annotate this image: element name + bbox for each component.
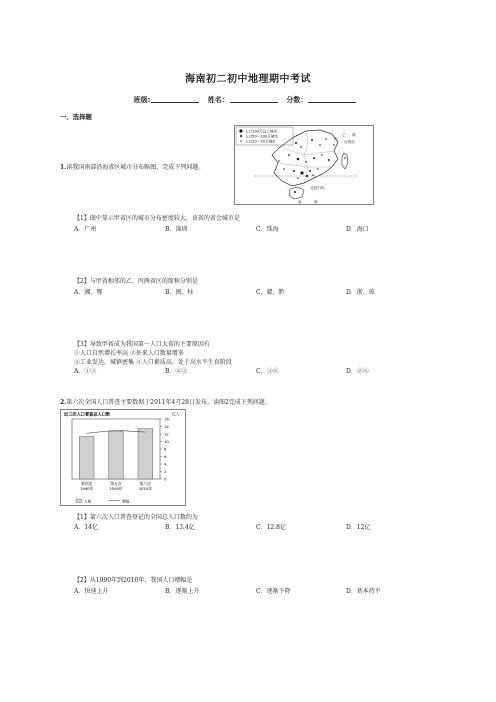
legend-item-3: 人口20～50万城市 xyxy=(245,139,276,144)
question-number: 1. xyxy=(60,164,67,171)
bar-1 xyxy=(79,437,94,479)
q1-sub3-statement-2: ③工业发达，城镇密集 ④人口素质高，处于高水平生育阶段 xyxy=(74,359,232,366)
q1-sub2-option-b[interactable]: B．闽、桂 xyxy=(165,289,194,296)
legend-line-label: 增幅 xyxy=(122,499,130,504)
q2-sub1-option-d[interactable]: D．12亿 xyxy=(346,524,371,531)
category-label: 1990年 xyxy=(79,485,94,491)
q2-sub2-stem: 【2】从1990年到2010年，我国人口增幅是 xyxy=(74,577,193,584)
q1-sub3-option-a[interactable]: A．①③ xyxy=(74,368,97,375)
y-tick-label: 6 xyxy=(164,453,167,459)
category-label: 第四次 xyxy=(80,481,93,486)
map-label-bing: 丙 xyxy=(334,137,338,141)
legend-bar-label: 人数 xyxy=(84,499,92,504)
q2-sub1-option-c[interactable]: C．12.8亿 xyxy=(256,524,286,531)
q2-sub1-option-a[interactable]: A．14亿 xyxy=(74,524,98,531)
question-number: 2. xyxy=(60,399,67,406)
q1-sub1-option-c[interactable]: C．珠海 xyxy=(256,226,279,233)
question-text: 读我国南部沿海省区城市分布略图，完成下列问题。 xyxy=(66,164,205,171)
city-distribution-map xyxy=(234,125,374,205)
q1-sub1-option-b[interactable]: B．深圳 xyxy=(165,226,188,233)
name-label: 姓名： xyxy=(207,96,229,104)
q2-sub2-option-a[interactable]: A．快速上升 xyxy=(74,588,109,595)
name-blank[interactable] xyxy=(230,96,278,103)
q2-sub2-option-c[interactable]: C．逐渐下降 xyxy=(256,588,291,595)
q1-sub2-option-a[interactable]: A．湘、鄂 xyxy=(74,289,103,296)
q2-sub2-option-b[interactable]: B．逐渐上升 xyxy=(165,588,200,595)
page-title: 海南初二初中地理期中考试 xyxy=(185,74,311,85)
q1-sub2-option-d[interactable]: D．浙、琼 xyxy=(346,289,375,296)
q2-sub1-stem: 【1】第六次人口普查登记的全国总人口数约为 xyxy=(74,514,198,521)
q2-sub1-option-b[interactable]: B．13.4亿 xyxy=(165,524,195,531)
map-legend xyxy=(236,127,293,145)
q1-sub1-option-d[interactable]: D．海口 xyxy=(346,226,369,233)
y-tick-label: 0 xyxy=(164,476,167,482)
score-blank[interactable] xyxy=(308,96,356,103)
population-census-chart xyxy=(60,409,186,506)
bar-3 xyxy=(138,429,153,479)
q1-sub3-option-c[interactable]: C．③④ xyxy=(256,368,279,375)
q1-sub1-stem: 【1】图中显示甲省区的城市分布密度较大，该省的省会城市是 xyxy=(74,215,240,222)
bar-2 xyxy=(109,432,124,479)
legend-item-2: 人口50～100万城市 xyxy=(245,134,278,139)
y-tick-label: 12 xyxy=(164,431,169,437)
map-label-sea-2: 海 xyxy=(314,200,318,204)
question-text: 第六次全国人口普查主要数据于2011年4月28日发布。读图2完成下列问题。 xyxy=(66,399,271,406)
category-label: 2000年 xyxy=(109,485,123,491)
q2-sub2-option-d[interactable]: D．基本持平 xyxy=(346,588,381,595)
map-label-taiwan: 台湾岛 xyxy=(344,140,355,144)
section-heading: 一、选择题 xyxy=(60,113,92,121)
category-label: 2010年 xyxy=(138,485,153,491)
q1-sub3-option-b[interactable]: B．②③ xyxy=(165,368,188,375)
student-info-line xyxy=(0,95,496,105)
q1-sub1-option-a[interactable]: A．广州 xyxy=(74,226,97,233)
y-tick-label: 16 xyxy=(164,416,169,422)
class-blank[interactable] xyxy=(151,96,199,103)
q1-sub3-statement-1: ①人口自然增长率高 ②外来人口数量增多 xyxy=(74,350,184,357)
y-tick-label: 8 xyxy=(164,446,167,452)
map-label-tropic: 北回归线 xyxy=(310,186,325,190)
category-label: 第五次 xyxy=(110,481,122,486)
q1-sub3-option-d[interactable]: D．②④ xyxy=(346,368,369,375)
category-label: 第六次 xyxy=(139,481,152,486)
map-label-yi: 乙 xyxy=(342,133,346,137)
question-2-stem xyxy=(60,397,271,406)
class-label: 班级: xyxy=(133,96,151,104)
legend-bar-swatch xyxy=(76,499,82,503)
map-label-south: 南 xyxy=(298,200,302,204)
legend-item-1: 人口100万以上城市 xyxy=(245,129,278,134)
score-label: 分数： xyxy=(286,96,308,104)
chart-y-label: 亿人 xyxy=(172,411,180,417)
question-1-stem xyxy=(60,162,204,171)
map-label-sea: 海 xyxy=(352,133,356,137)
q1-sub2-option-c[interactable]: C．赣、黔 xyxy=(256,289,285,296)
y-tick-label: 14 xyxy=(164,423,169,429)
q1-sub3-stem: 【3】导致甲省成为我国第一人口大省的主要原因有 xyxy=(74,341,210,348)
chart-title: 近三次人口普查总人口数 xyxy=(64,411,111,417)
y-tick-label: 10 xyxy=(164,438,169,444)
q1-sub2-stem: 【2】与甲省相邻的乙、丙两省区的简称分别是 xyxy=(74,278,198,285)
y-tick-label: 4 xyxy=(164,461,167,467)
y-tick-label: 2 xyxy=(164,468,167,474)
